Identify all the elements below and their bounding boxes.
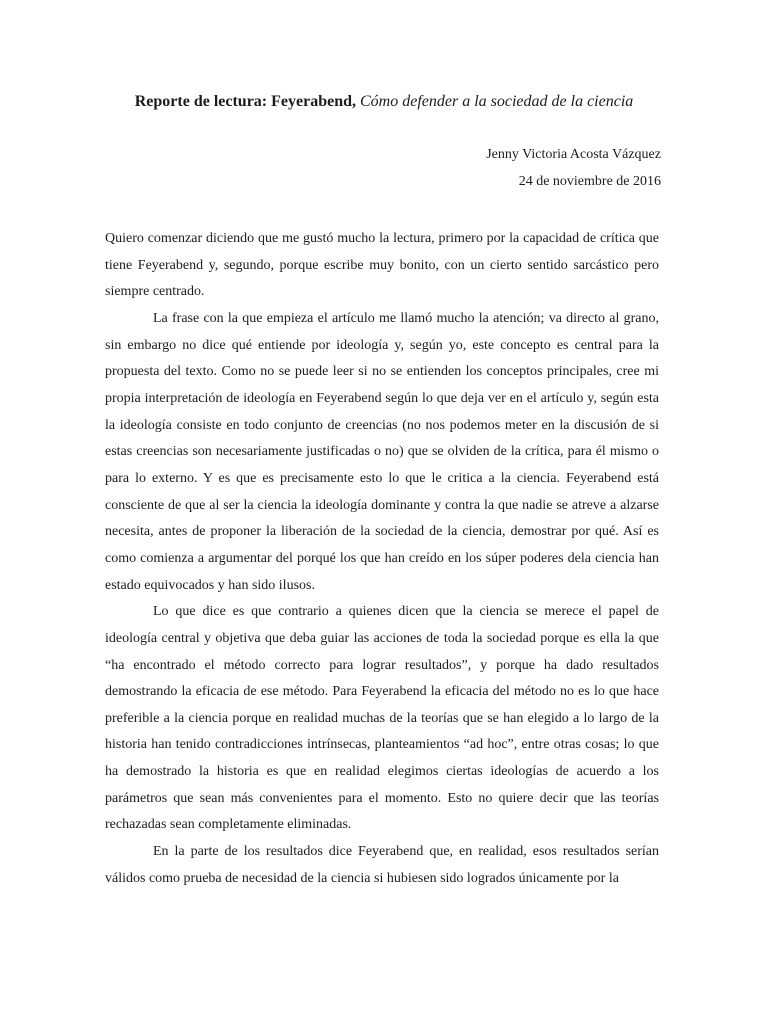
document-title	[0, 92, 768, 112]
title-bold-part: Reporte de lectura: Feyerabend,	[134, 93, 356, 110]
paragraph-4: En la parte de los resultados dice Feyerabend que, en realidad, esos resultados serían válidos como prueba de necesidad de la ciencia si hubiesen sido logrados únicamente por la	[105, 844, 659, 886]
document-body	[105, 226, 659, 892]
document-date: 24 de noviembre de 2016	[518, 174, 661, 189]
author-name: Jenny Victoria Acosta Vázquez	[486, 147, 661, 162]
title-italic-part: Cómo defender a la sociedad de la ciencia	[360, 93, 634, 110]
paragraph-2: La frase con la que empieza el artículo me llamó mucho la atención; va directo al grano, sin embargo no dice qué entiende por ideología y, según yo, este concepto es central para la propuesta del texto. Como no se puede leer si no se entienden los conceptos principales, cree mi propia interpretación de ideología en Feyerabend según lo que deja ver en el artículo y, según esta la ideología consiste en todo conjunto de creencias (no nos podemos meter en la discusión de si estas creencias son necesariamente justificadas o no) que se olviden de la crítica, para él mismo o para lo externo. Y es que es precisamente esto lo que le critica a la ciencia. Feyerabend está consciente de que al ser la ciencia la ideología dominante y contra la que nadie se atreve a alzarse necesita, antes de proponer la liberación de la sociedad de la ciencia, demostrar por qué. Así es como comienza a argumentar del porqué los que han creído en los súper poderes dela ciencia han estado equivocados y han sido ilusos.	[105, 310, 659, 593]
paragraph-3: Lo que dice es que contrario a quienes dicen que la ciencia se merece el papel de ideología central y objetiva que deba guiar las acciones de toda la sociedad porque es ella la que “ha encontrado el método correcto para lograr resultados”, y porque ha dado resultados demostrando la eficacia de ese método. Para Feyerabend la eficacia del método no es lo que hace preferible a la ciencia porque en realidad muchas de la teorías que se han elegido a lo largo de la historia han tenido contradicciones intrínsecas, planteamientos “ad hoc”, entre otras cosas; lo que ha demostrado la historia es que en realidad elegimos ciertas ideologías de acuerdo a los parámetros que sean más convenientes para el momento. Esto no quiere decir que las teorías rechazadas sean completamente eliminadas.	[105, 604, 659, 833]
paragraph-1: Quiero comenzar diciendo que me gustó mucho la lectura, primero por la capacidad de crítica que tiene Feyerabend y, segundo, porque escribe muy bonito, con un cierto sentido sarcástico pero siempre centrado.	[105, 231, 659, 300]
